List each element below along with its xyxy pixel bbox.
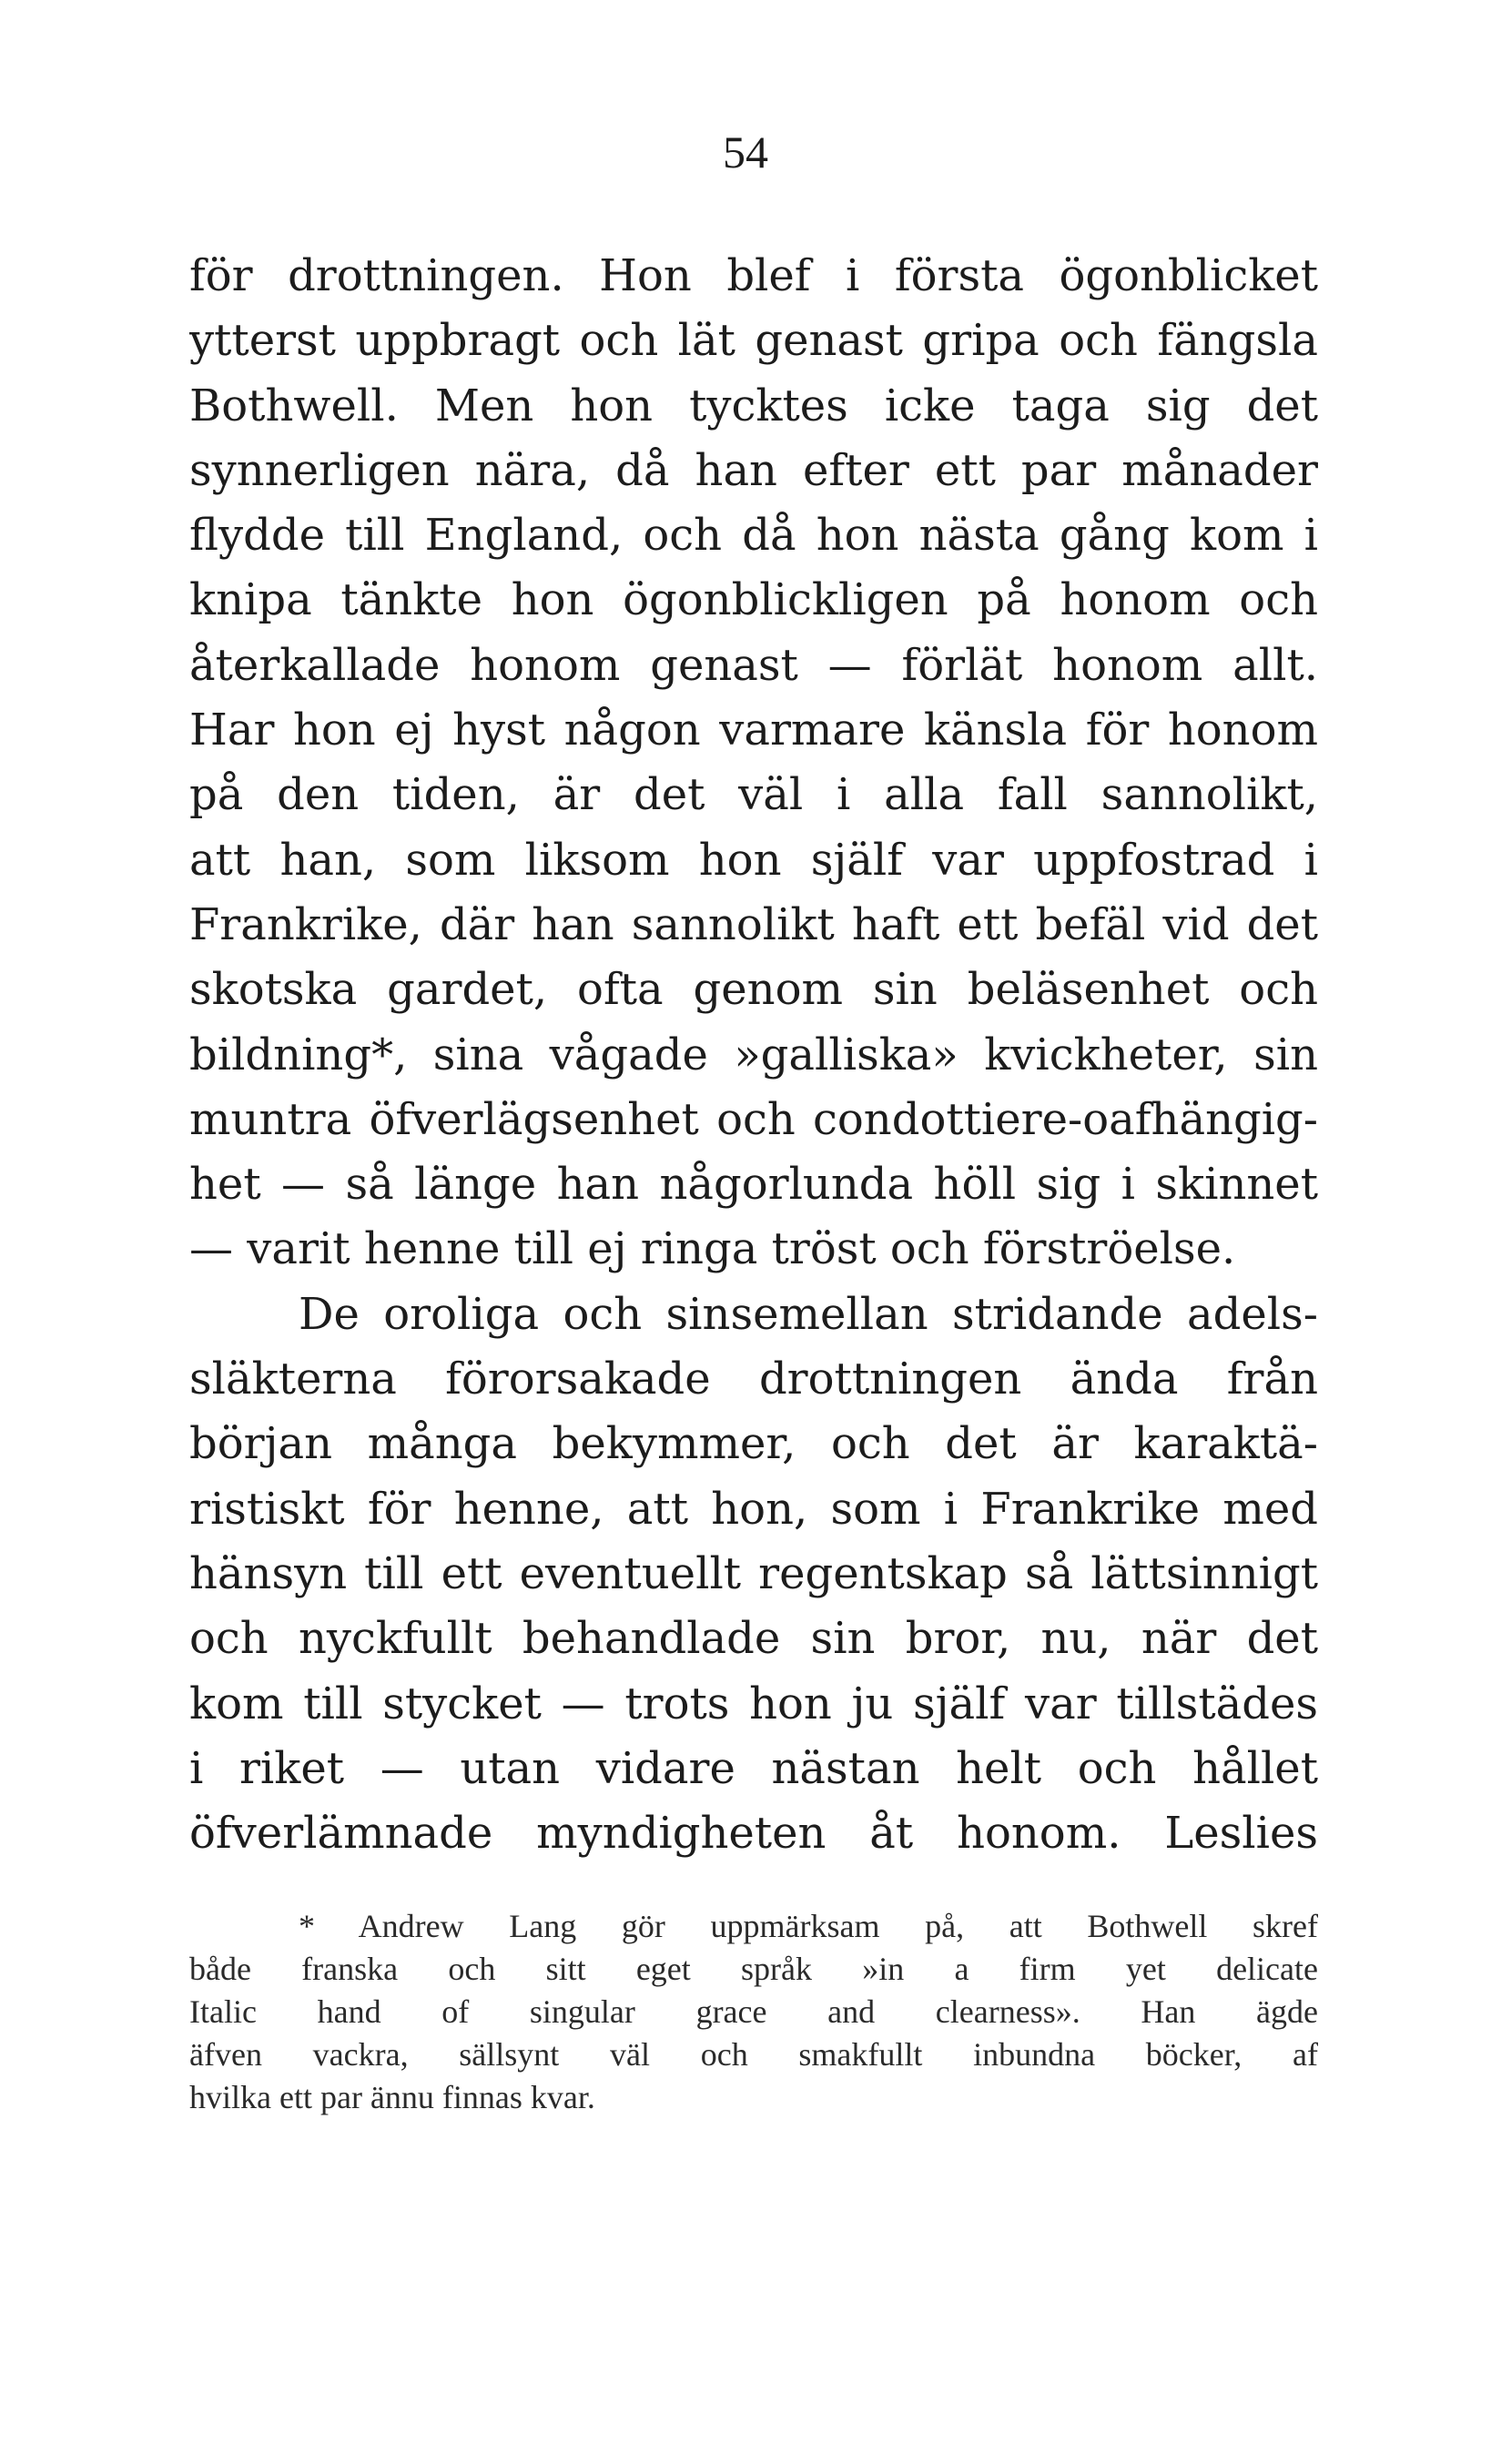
footnote-line: både franska och sitt eget språk »in a firm yet delicate (189, 1951, 1318, 1987)
text-line: hänsyn till ett eventuellt regentskap så lättsinnigt (189, 1547, 1318, 1599)
footnote-line: * Andrew Lang gör uppmärksam på, att Bothwell skref (299, 1908, 1318, 1944)
text-line: — varit henne till ej ringa tröst och förströelse. (189, 1223, 1236, 1275)
text-line: bildning*, sina vågade »galliska» kvickheter, sin (189, 1029, 1318, 1080)
text-line: Frankrike, där han sannolikt haft ett befäl vid det (189, 898, 1318, 950)
footnote-line: äfven vackra, sällsynt väl och smakfullt inbundna böcker, af (189, 2036, 1318, 2073)
text-line: öfverlämnade myndigheten åt honom. Leslies (189, 1808, 1318, 1860)
text-line: återkallade honom genast — förlät honom allt. (189, 639, 1318, 691)
text-line: knipa tänkte hon ögonblickligen på honom och (189, 574, 1318, 626)
page-number: 54 (723, 127, 768, 177)
text-line: Bothwell. Men hon tycktes icke taga sig det (189, 380, 1318, 431)
text-line: att han, som liksom hon själf var uppfostrad i (189, 834, 1318, 886)
text-line: flydde till England, och då hon nästa gång kom i (189, 510, 1318, 562)
footnote (189, 1905, 1318, 2119)
text-line: muntra öfverlägsenhet och condottiere-oafhängig- (189, 1093, 1318, 1145)
footnote-line: hvilka ett par ännu finnas kvar. (189, 2079, 595, 2115)
footnote-line: Italic hand of singular grace and clearness». Han ägde (189, 1993, 1318, 2030)
text-line: på den tiden, är det väl i alla fall sannolikt, (189, 769, 1318, 821)
text-line: ristiskt för henne, att hon, som i Frankrike med (189, 1483, 1318, 1535)
text-line: synnerligen nära, då han efter ett par månader (189, 444, 1318, 496)
text-line: kom till stycket — trots hon ju själf var tillstädes (189, 1678, 1318, 1729)
text-line: het — så länge han någorlunda höll sig i skinnet (189, 1159, 1318, 1211)
text-line: släkterna förorsakade drottningen ända från (189, 1354, 1318, 1405)
text-line: början många bekymmer, och det är karaktä- (189, 1418, 1318, 1470)
text-line: och nyckfullt behandlade sin bror, nu, när det (189, 1613, 1318, 1665)
text-line: Har hon ej hyst någon varmare känsla för honom (189, 705, 1318, 756)
text-line: skotska gardet, ofta genom sin beläsenhet och (189, 964, 1318, 1016)
text-line: De oroliga och sinsemellan stridande adels- (299, 1288, 1318, 1340)
text-line: för drottningen. Hon blef i första ögonblicket (189, 250, 1318, 301)
text-line: ytterst uppbragt och lät genast gripa och fängsla (189, 315, 1318, 367)
body-text (189, 244, 1318, 1866)
text-line: i riket — utan vidare nästan helt och hållet (189, 1742, 1318, 1794)
